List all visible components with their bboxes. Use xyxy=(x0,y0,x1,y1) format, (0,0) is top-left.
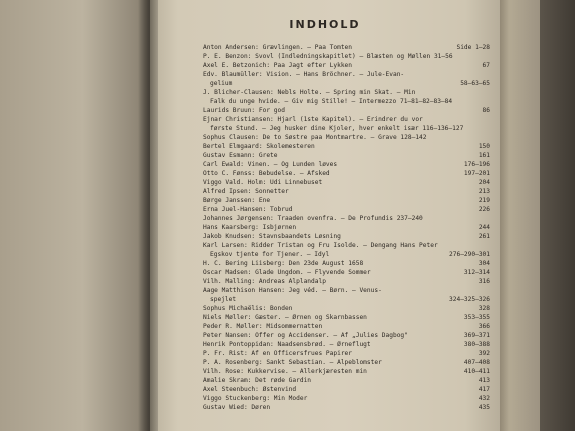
toc-page-numbers: Side 1–28 xyxy=(456,44,490,51)
toc-line-text: Karl Larsen: Ridder Tristan og Fru Isolde. — Dengang Hans Peter xyxy=(203,242,438,249)
toc-page-numbers: 392 xyxy=(478,350,490,357)
toc-line-text: Hans Kaarsberg: Isbjørnen xyxy=(203,224,297,231)
toc-line-text: Peter Nansen: Offer og Accidenser. — Af „Julies Dagbog" xyxy=(203,332,408,339)
toc-entry xyxy=(203,340,490,349)
toc-entry xyxy=(203,349,490,358)
toc-line-text: Laurids Bruun: For god xyxy=(203,107,285,114)
toc-entry-text xyxy=(203,403,490,412)
toc-entry xyxy=(203,223,490,232)
toc-line-text: P. A. Rosenberg: Sankt Sebastian. — Alpeblomster xyxy=(203,359,382,366)
toc-line-text: Gustav Wied: Døren xyxy=(203,404,271,411)
toc-entry xyxy=(203,61,490,70)
toc-entry xyxy=(203,187,490,196)
toc-entry xyxy=(203,304,490,313)
toc-page-numbers: 312–314 xyxy=(463,269,490,276)
toc-line-text: Amalie Skram: Det røde Gardin xyxy=(203,377,312,384)
toc-entry xyxy=(203,358,490,367)
toc-page-numbers: 410–411 xyxy=(463,368,490,375)
toc-line-text: Johannes Jørgensen: Traaden ovenfra. — De Profundis 237–240 xyxy=(203,215,423,222)
toc-entry xyxy=(203,151,490,160)
toc-page-numbers: 328 xyxy=(478,305,490,312)
toc-entry-text xyxy=(203,394,490,403)
toc-entry xyxy=(203,277,490,286)
table-of-contents xyxy=(203,43,490,412)
toc-line-text: Peder R. Møller: Midsommernatten xyxy=(203,323,323,330)
toc-line-text: Ejnar Christiansen: Hjarl (1ste Kapitel). — Erindrer du vor xyxy=(203,116,423,123)
toc-line-text: Edv. Blaumüller: Vision. — Hans Bröchner. — Jule-Evan- xyxy=(203,71,405,78)
toc-entry xyxy=(203,52,490,61)
toc-entry-text xyxy=(203,151,490,160)
toc-line-text: Erna Juel-Hansen: Tobrud xyxy=(203,206,293,213)
toc-entry-continuation xyxy=(203,79,490,88)
toc-line-text: Bertel Elmgaard: Skolemesteren xyxy=(203,143,315,150)
toc-entry-text xyxy=(203,52,490,61)
toc-entry-text xyxy=(203,385,490,394)
toc-entry-text xyxy=(203,142,490,151)
toc-entry-text xyxy=(203,322,490,331)
toc-entry xyxy=(203,70,490,88)
toc-entry xyxy=(203,385,490,394)
toc-page-numbers: 219 xyxy=(478,197,490,204)
toc-page-numbers: 204 xyxy=(478,179,490,186)
toc-entry-text xyxy=(203,313,490,322)
toc-entry-text xyxy=(203,349,490,358)
toc-entry-text xyxy=(203,376,490,385)
toc-line-text: Carl Ewald: Vinen. — Og Lunden løves xyxy=(203,161,338,168)
toc-line-text: P. Fr. Rist: Af en Officersfrues Papirer xyxy=(203,350,353,357)
toc-entry-text xyxy=(203,241,490,250)
toc-entry-text xyxy=(203,304,490,313)
toc-page-numbers: 58–63–65 xyxy=(460,80,490,87)
toc-entry-text xyxy=(203,358,490,367)
toc-line-text: Viggo Vald. Holm: Udi Linnebuset xyxy=(203,179,323,186)
toc-page-numbers: 324–325–326 xyxy=(449,296,490,303)
toc-entry-text xyxy=(203,160,490,169)
toc-line-text: Niels Møller: Gæster. — Ørnen og Skarnbassen xyxy=(203,314,367,321)
toc-page-numbers: 366 xyxy=(478,323,490,330)
toc-line-text: Vilh. Rose: Kukkervise. — Allerkjæresten min xyxy=(203,368,367,375)
toc-line-text: Otto C. Fønss: Bebudelse. — Afsked xyxy=(203,170,330,177)
toc-entry-text xyxy=(203,232,490,241)
toc-entry xyxy=(203,205,490,214)
toc-page-numbers: 244 xyxy=(478,224,490,231)
toc-page-numbers: 150 xyxy=(478,143,490,150)
toc-line-text: H. C. Bering Liisberg: Den 23de August 1658 xyxy=(203,260,364,267)
toc-entry-text xyxy=(203,169,490,178)
toc-entry-text xyxy=(203,259,490,268)
toc-page-numbers: 261 xyxy=(478,233,490,240)
toc-line-text: Axel Steenbuch: Østenvind xyxy=(203,386,297,393)
toc-line-text: Axel E. Betzonich: Paa Jagt efter Lykken xyxy=(203,62,353,69)
toc-page-numbers: 413 xyxy=(478,377,490,384)
toc-entry xyxy=(203,259,490,268)
toc-entry xyxy=(203,268,490,277)
toc-entry-text xyxy=(203,43,490,52)
left-page xyxy=(0,0,150,431)
toc-page-numbers: 276–290–301 xyxy=(449,251,490,258)
toc-entry-continuation xyxy=(203,295,490,304)
toc-line-text: gelium xyxy=(210,80,233,87)
toc-entry-text xyxy=(203,61,490,70)
toc-line-text: Sophus Clausen: De to Søstre paa Montmartre. — Grave 128–142 xyxy=(203,134,427,141)
toc-entry xyxy=(203,88,490,106)
toc-entry xyxy=(203,241,490,259)
toc-entry-text xyxy=(203,133,490,142)
toc-entry xyxy=(203,160,490,169)
toc-page-numbers: 369–371 xyxy=(463,332,490,339)
toc-line-text: Aage Matthison Hansen: Jeg véd. — Børn. — Venus- xyxy=(203,287,382,294)
toc-entry-text xyxy=(203,223,490,232)
toc-page-numbers: 380–388 xyxy=(463,341,490,348)
toc-line-text: Børge Janssen: Ene xyxy=(203,197,271,204)
toc-entry xyxy=(203,403,490,412)
toc-line-text: P. E. Benzon: Svovl (Indledningskapitlet) — Blæsten og Møllen 31–56 xyxy=(203,53,453,60)
toc-entry-text xyxy=(203,106,490,115)
toc-page-numbers: 316 xyxy=(478,278,490,285)
toc-line-text: J. Blicher-Clausen: Nebls Holte. — Spring min Skat. — Min xyxy=(203,89,416,96)
page-heading: INDHOLD xyxy=(289,18,361,31)
toc-entry-text xyxy=(203,367,490,376)
toc-entry xyxy=(203,106,490,115)
toc-page-numbers: 176–196 xyxy=(463,161,490,168)
toc-line-text: Gustav Esmann: Grete xyxy=(203,152,278,159)
toc-entry xyxy=(203,232,490,241)
toc-line-text: Jakob Knudsen: Stavnsbaandets Løsning xyxy=(203,233,341,240)
toc-page-numbers: 161 xyxy=(478,152,490,159)
toc-entry-text xyxy=(203,214,490,223)
toc-entry xyxy=(203,142,490,151)
toc-line-text: Falk du unge hvide. — Giv mig Stille! — Intermezzo 71–81–82–83–84 xyxy=(210,98,453,105)
toc-line-text: Henrik Pontoppidan: Naadsensbrød. — Ørneflugt xyxy=(203,341,371,348)
toc-line-text: Anton Andersen: Grævlingen. — Paa Tomten xyxy=(203,44,353,51)
toc-entry xyxy=(203,376,490,385)
toc-entry-text xyxy=(203,340,490,349)
toc-line-text: spejlet xyxy=(210,296,237,303)
toc-entry-text xyxy=(203,115,490,124)
toc-line-text: Egskov tjente for Tjener. — Idyl xyxy=(210,251,330,258)
toc-entry-text xyxy=(203,88,490,97)
toc-entry xyxy=(203,133,490,142)
toc-entry xyxy=(203,115,490,133)
toc-page-numbers: 417 xyxy=(478,386,490,393)
toc-page-numbers: 304 xyxy=(478,260,490,267)
toc-entry-continuation xyxy=(203,250,490,259)
toc-entry xyxy=(203,196,490,205)
book-spine xyxy=(138,0,158,431)
toc-entry xyxy=(203,286,490,304)
toc-entry-text xyxy=(203,277,490,286)
toc-page-numbers: 86 xyxy=(482,107,490,114)
toc-entry-text xyxy=(203,196,490,205)
toc-page-numbers: 353–355 xyxy=(463,314,490,321)
toc-page-numbers: 226 xyxy=(478,206,490,213)
toc-page-numbers: 432 xyxy=(478,395,490,402)
toc-page-numbers: 435 xyxy=(478,404,490,411)
toc-entry-text xyxy=(203,70,490,79)
toc-page-numbers: 197–201 xyxy=(463,170,490,177)
toc-page-numbers: 407–408 xyxy=(463,359,490,366)
toc-entry xyxy=(203,313,490,322)
toc-line-text: Viggo Stuckenberg: Min Moder xyxy=(203,395,308,402)
toc-entry xyxy=(203,394,490,403)
toc-entry-text xyxy=(203,331,490,340)
toc-entry xyxy=(203,169,490,178)
toc-entry-continuation xyxy=(203,97,490,106)
toc-entry-text xyxy=(203,205,490,214)
toc-entry xyxy=(203,214,490,223)
toc-line-text: første Stund. — Jeg husker dine Kjoler, hver enkelt især 116–136–127 xyxy=(210,125,464,132)
toc-line-text: Oscar Madsen: Glade Ungdom. — Flyvende Sommer xyxy=(203,269,371,276)
toc-line-text: Sophus Michaëlis: Bonden xyxy=(203,305,293,312)
toc-entry-text xyxy=(203,178,490,187)
toc-entry xyxy=(203,178,490,187)
toc-entry xyxy=(203,322,490,331)
toc-line-text: Vilh. Malling: Andreas Alplandalp xyxy=(203,278,326,285)
toc-entry-text xyxy=(203,268,490,277)
toc-entry xyxy=(203,331,490,340)
toc-page-numbers: 67 xyxy=(482,62,490,69)
toc-entry xyxy=(203,43,490,52)
toc-entry-continuation xyxy=(203,124,490,133)
toc-entry-text xyxy=(203,187,490,196)
toc-line-text: Alfred Ipsen: Sonnetter xyxy=(203,188,289,195)
toc-entry-text xyxy=(203,286,490,295)
toc-entry xyxy=(203,367,490,376)
book-cover-edge xyxy=(540,0,575,431)
toc-page-numbers: 213 xyxy=(478,188,490,195)
